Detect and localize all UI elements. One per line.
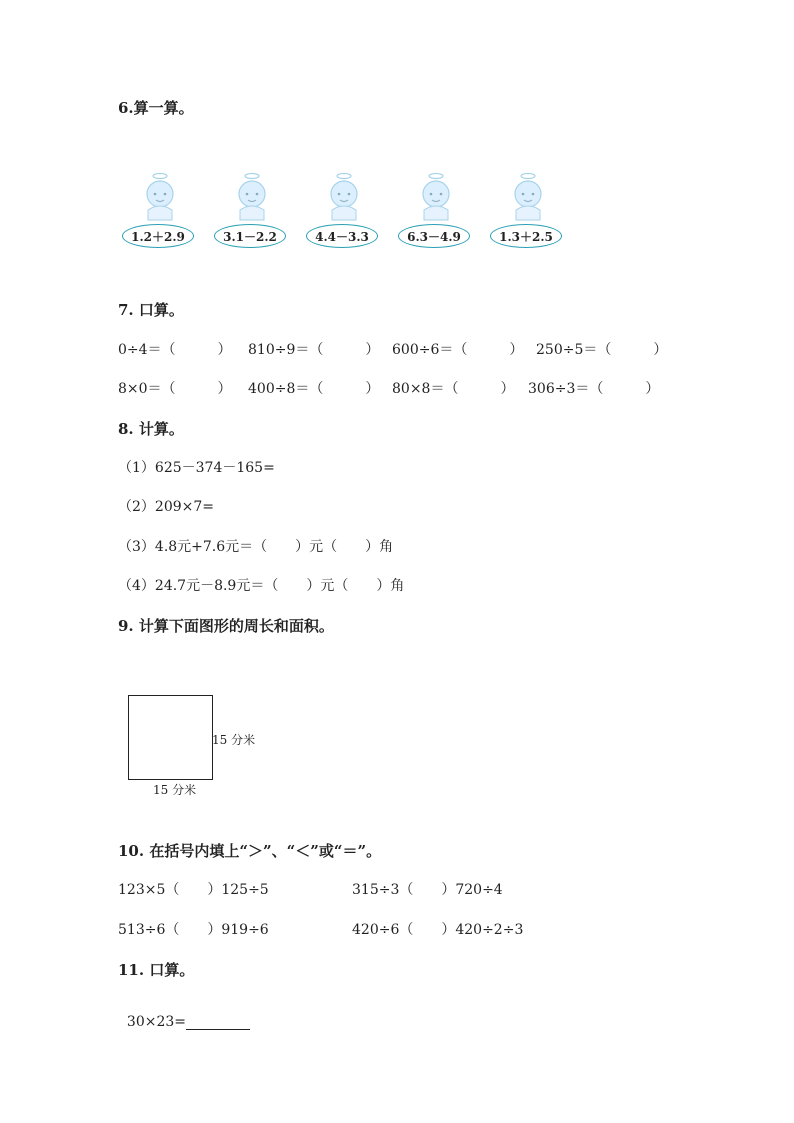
bubble-expression: 6.3－4.9 xyxy=(398,224,470,248)
q7-r2-c1: 8×0＝（ ） xyxy=(118,381,232,397)
angel-face-icon xyxy=(234,172,270,222)
q8-item-1: （1）625－374－165= xyxy=(118,460,275,476)
q6-title: 6.算一算。 xyxy=(118,99,194,117)
q7-r1-c4: 250÷5＝（ ） xyxy=(536,342,668,358)
q8-item-3: （3）4.8元+7.6元＝（ ）元（ ）角 xyxy=(118,539,394,555)
angel-face-icon xyxy=(510,172,546,222)
bubble-1 xyxy=(122,172,198,254)
q7-r1-c2: 810÷9＝（ ） xyxy=(248,342,380,358)
angel-face-icon xyxy=(142,172,178,222)
bubble-5 xyxy=(490,172,566,254)
q10-r2-b: 420÷6（ ）420÷2÷3 xyxy=(352,922,524,938)
q8-title: 8. 计算。 xyxy=(118,420,184,438)
q10-r1-a: 123×5（ ）125÷5 xyxy=(118,882,269,898)
square-figure xyxy=(128,695,213,780)
q7-r2-c3: 80×8＝（ ） xyxy=(392,381,515,397)
q7-title: 7. 口算。 xyxy=(118,301,184,319)
square-side-label: 15 分米 xyxy=(212,733,256,747)
q11-item xyxy=(118,998,250,1030)
q8-item-2: （2）209×7= xyxy=(118,499,214,515)
q11-title: 11. 口算。 xyxy=(118,961,195,979)
bubble-4 xyxy=(398,172,474,254)
q7-r1-c1: 0÷4＝（ ） xyxy=(118,342,232,358)
q10-title: 10. 在括号内填上“＞”、“＜”或“＝”。 xyxy=(118,842,382,860)
bubble-3 xyxy=(306,172,382,254)
bubble-expression: 1.2＋2.9 xyxy=(122,224,194,248)
bubble-expression: 4.4－3.3 xyxy=(306,224,378,248)
q11-expression: 30×23= xyxy=(126,1014,186,1030)
angel-face-icon xyxy=(326,172,362,222)
square-bottom-label: 15 分米 xyxy=(153,783,197,797)
bubble-2 xyxy=(214,172,290,254)
bubble-expression: 3.1－2.2 xyxy=(214,224,286,248)
bubble-expression: 1.3＋2.5 xyxy=(490,224,562,248)
angel-face-icon xyxy=(418,172,454,222)
q7-r1-c3: 600÷6＝（ ） xyxy=(392,342,524,358)
q7-r2-c2: 400÷8＝（ ） xyxy=(248,381,380,397)
q10-r1-b: 315÷3（ ）720÷4 xyxy=(352,882,503,898)
q9-title: 9. 计算下面图形的周长和面积。 xyxy=(118,617,334,635)
q10-r2-a: 513÷6（ ）919÷6 xyxy=(118,922,269,938)
q7-r2-c4: 306÷3＝（ ） xyxy=(528,381,660,397)
answer-blank[interactable] xyxy=(186,1015,250,1030)
q8-item-4: （4）24.7元－8.9元＝（ ）元（ ）角 xyxy=(118,578,405,594)
